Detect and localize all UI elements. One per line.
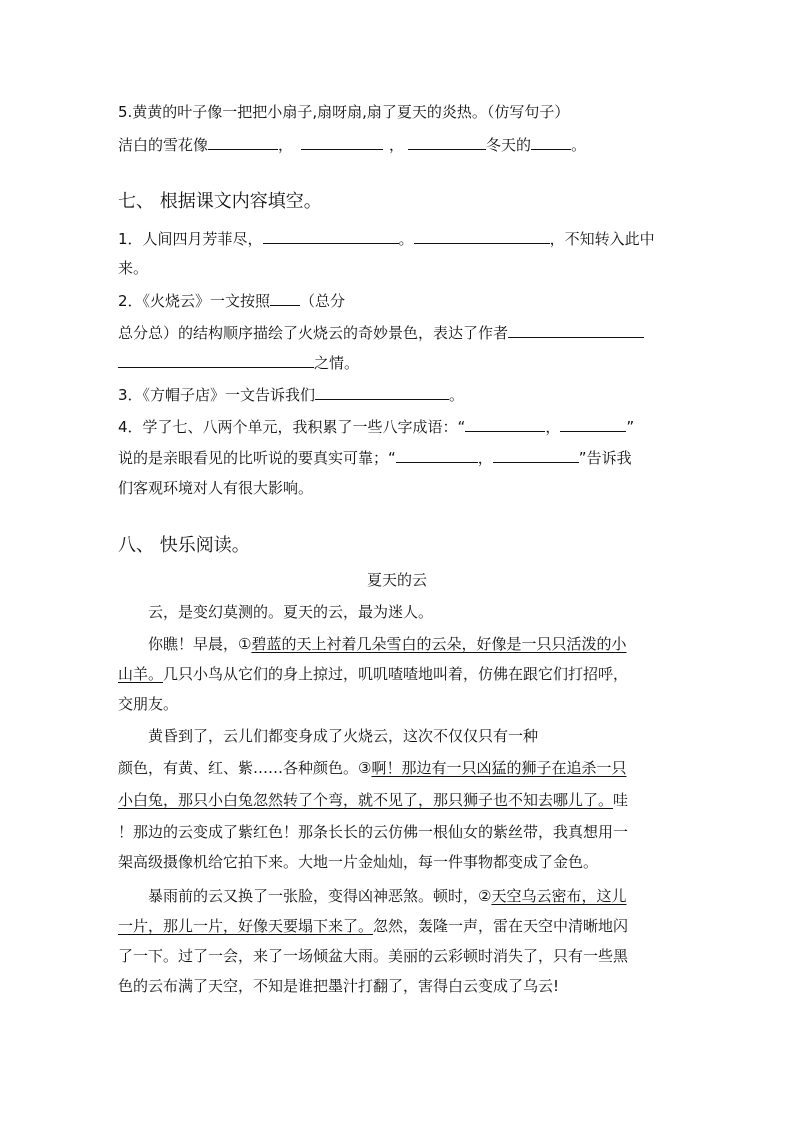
s7-item4-text-b: ， <box>545 418 561 436</box>
p4-text-a: 暴雨前的云又换了一张脸，变得凶神恶煞。顿时，② <box>148 887 492 905</box>
s7-item4-line3: 们客观环境对人有很大影响。 <box>118 479 314 497</box>
passage-p4-line1 <box>148 886 626 906</box>
s7-item4-text-a: 4．学了七、八两个单元，我积累了一些八字成语：“ <box>118 418 466 436</box>
passage-p3-line5: 架高级摄像机给它拍下来。大地一片金灿灿，每一件事物都变成了金色。 <box>118 853 599 871</box>
s7-item4-line2 <box>118 447 632 468</box>
s7-item2-text-b: （总分 <box>300 292 346 310</box>
passage-p2-line1 <box>148 634 626 654</box>
s7-item2-blank-3[interactable] <box>118 352 314 368</box>
s7-item1-blank-2[interactable] <box>414 228 550 244</box>
s7-item1-text-a: 1．人间四月芳菲尽， <box>118 230 263 248</box>
s7-item3-text-b: 。 <box>449 386 465 404</box>
passage-p4-line3: 了一下。过了一会，来了一场倾盆大雨。美丽的云彩顿时消失了，只有一些黑 <box>118 947 629 965</box>
s7-item2-blank-2[interactable] <box>508 322 644 338</box>
s7-item1-text-c: ，不知转入此中 <box>549 230 655 248</box>
section8-heading: 八、 快乐阅读。 <box>118 535 250 556</box>
s7-item1-blank-1[interactable] <box>263 228 399 244</box>
p3-text-a: 颜色，有黄、红、紫……各种颜色。③ <box>118 759 372 777</box>
q5-text-b: 冬天的 <box>486 136 532 154</box>
section7-heading: 七、 根据课文内容填空。 <box>118 191 322 212</box>
s7-item4-text-c: ” <box>626 418 635 436</box>
p2-text-b: 几只小鸟从它们的身上掠过，叽叽喳喳地叫着，仿佛在跟它们打招呼， <box>163 665 629 683</box>
s7-item3-line <box>118 384 464 405</box>
s7-item1-text-b: 。 <box>398 230 414 248</box>
q5-blank-4[interactable] <box>531 134 571 150</box>
passage-p1: 云，是变幻莫测的。夏天的云，最为迷人。 <box>148 603 434 621</box>
p4-text-b: 忽然，轰隆一声，雷在天空中清晰地闪 <box>373 917 629 935</box>
s7-item3-blank[interactable] <box>315 384 449 400</box>
s7-item2-text-d: 之情。 <box>314 354 360 372</box>
p4-underlined-2: 一片，那儿一片，好像天要塌下来了。 <box>118 917 374 935</box>
q5-sep-1: ， <box>278 136 294 154</box>
s7-item4-blank-2[interactable] <box>560 416 626 432</box>
q5-blank-1[interactable] <box>208 134 278 150</box>
passage-p3-line3 <box>118 790 628 810</box>
passage-p4-line4: 色的云布满了天空，不知是谁把墨汁打翻了，害得白云变成了乌云! <box>118 977 560 995</box>
p2-text-a: 你瞧！早晨，① <box>148 635 252 653</box>
s7-item4-blank-1[interactable] <box>465 416 545 432</box>
passage-p2-line2 <box>118 664 628 684</box>
s7-item2-line3 <box>118 352 359 373</box>
passage-p4-line2 <box>118 916 628 936</box>
s7-item2-text-c: 总分总）的结构顺序描绘了火烧云的奇妙景色，表达了作者 <box>118 324 509 342</box>
passage-p3-line4: ！那边的云变成了紫红色！那条长长的云仿佛一根仙女的紫丝带，我真想用一 <box>118 823 629 841</box>
q5-blank-2[interactable] <box>301 134 383 150</box>
s7-item4-line1 <box>118 416 634 437</box>
q5-end: 。 <box>571 136 587 154</box>
p4-underlined-1: 天空乌云密布，这儿 <box>491 887 627 905</box>
s7-item2-line2 <box>118 322 644 343</box>
q5-sep-2: ， <box>389 136 405 154</box>
p2-underlined-1: 碧蓝的天上衬着几朵雪白的云朵，好像是一只只活泼的小 <box>251 635 627 653</box>
s7-item3-text-a: 3．《方帽子店》一文告诉我们 <box>118 386 316 404</box>
p3-text-b: 哇 <box>613 791 629 809</box>
q5-prompt: 5.黄黄的叶子像一把把小扇子,扇呀扇,扇了夏天的炎热。（仿写句子） <box>118 103 570 121</box>
s7-item4-blank-4[interactable] <box>493 447 579 463</box>
passage-p2-line3: 交朋友。 <box>118 695 179 713</box>
s7-item1-line1 <box>118 228 655 249</box>
passage-title: 夏天的云 <box>366 571 427 589</box>
s7-item4-text-e: ， <box>477 449 493 467</box>
q5-text-a: 洁白的雪花像 <box>118 136 209 154</box>
s7-item2-line1 <box>118 290 345 311</box>
s7-item2-blank-1[interactable] <box>270 290 300 306</box>
s7-item2-text-a: 2．《火烧云》一文按照 <box>118 292 271 310</box>
p3-underlined-1: 啊！那边有一只凶猛的狮子在追杀一只 <box>371 759 627 777</box>
p3-underlined-2: 小白兔，那只小白兔忽然转了个弯，就不见了，那只狮子也不知去哪儿了。 <box>118 791 614 809</box>
s7-item4-text-f: ”告诉我 <box>578 449 632 467</box>
s7-item1-line2: 来。 <box>118 259 149 277</box>
p2-underlined-2: 山羊。 <box>118 665 164 683</box>
s7-item4-blank-3[interactable] <box>396 447 478 463</box>
passage-p3-line2 <box>118 758 626 778</box>
q5-blank-3[interactable] <box>408 134 486 150</box>
passage-p3-line1: 黄昏到了，云儿们都变身成了火烧云，这次不仅仅只有一种 <box>148 727 539 745</box>
q5-answer-line <box>118 134 586 155</box>
s7-item4-text-d: 说的是亲眼看见的比听说的要真实可靠；“ <box>118 449 396 467</box>
